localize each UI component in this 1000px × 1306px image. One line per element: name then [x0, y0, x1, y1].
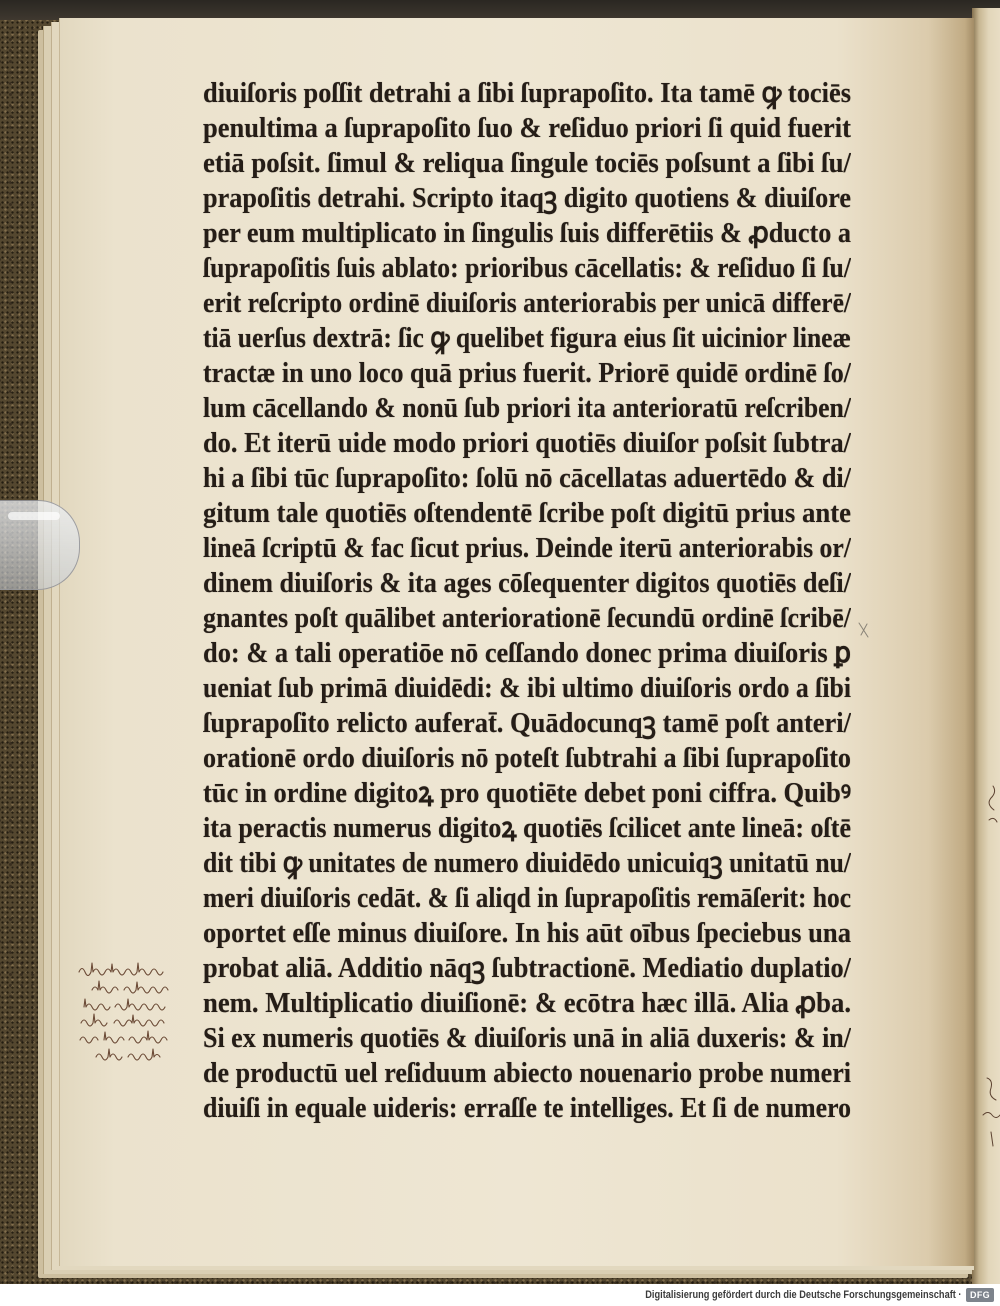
line-text: gitum tale quotiēs oſtendentē ſcribe poſt digitū prius ante — [203, 498, 851, 529]
text-line — [203, 846, 851, 881]
text-line — [203, 741, 851, 776]
line-text: lineā ſcriptū & fac ſicut prius. Deinde iterū anteriorabis or/ — [203, 533, 851, 564]
text-line — [203, 461, 851, 496]
line-text: oportet eſſe minus diuiſore. In his aūt oībus ſpeciebus una — [203, 918, 851, 949]
text-line — [203, 251, 851, 286]
text-line — [203, 356, 851, 391]
line-text: penultima a ſuprapoſito ſuo & reſiduo priori ſi quid fuerit — [203, 113, 851, 144]
text-line — [203, 111, 851, 146]
cover-board-top-edge — [0, 0, 1000, 20]
line-text: orationē ordo diuiſoris nō poteſt ſubtrahi a ſibi ſuprapoſito — [203, 743, 851, 774]
line-text: hi a ſibi tūc ſuprapoſito: ſolū nō cācellatas aduertēdo & di/ — [203, 463, 851, 494]
text-line — [203, 426, 851, 461]
facing-page-handwriting — [975, 780, 1000, 1160]
line-text: erit reſcripto ordinē diuiſoris anteriorabis per unicā differē/ — [203, 288, 851, 319]
text-line — [203, 286, 851, 321]
marginalia-handwriting — [76, 962, 196, 1066]
text-line — [203, 1021, 851, 1056]
line-text: tiā uerſus dextrā: ſic ꝙ quelibet figura eius ſit uicinior lineæ — [203, 323, 851, 354]
text-line — [203, 671, 851, 706]
line-text: nem. Multiplicatio diuiſionē: & ecōtra hæc illā. Alia ꝓba. — [203, 988, 851, 1019]
funding-credit: Digitalisierung gefördert durch die Deutsche Forschungsgemeinschaft · — [645, 1289, 962, 1301]
text-line — [203, 776, 851, 811]
text-line — [203, 531, 851, 566]
text-block — [203, 76, 851, 1126]
text-line — [203, 601, 851, 636]
pencil-mark — [856, 620, 872, 640]
text-line — [203, 321, 851, 356]
line-text: gnantes poſt quālibet anteriorationē ſecundū ordinē ſcribē/ — [203, 603, 851, 634]
text-line — [203, 216, 851, 251]
text-line — [203, 146, 851, 181]
text-line — [203, 881, 851, 916]
text-line — [203, 916, 851, 951]
line-text: do: & a tali operatiōe nō ceſſando donec prima diuiſoris ꝑ — [203, 638, 851, 669]
text-line — [203, 951, 851, 986]
line-text: per eum multiplicato in ſingulis ſuis differētiis & ꝓducto a — [203, 218, 851, 249]
line-text: ueniat ſub primā diuidēdi: & ibi ultimo diuiſoris ordo a ſibi — [203, 673, 851, 704]
dfg-logo: DFG — [966, 1288, 994, 1302]
line-text: ſuprapoſito relicto auferat̄. Quādocunqꝫ tamē poſt anteri/ — [203, 708, 851, 739]
line-text: meri diuiſoris cedāt. & ſi aliqd in ſuprapoſitis remāſerit: hoc — [203, 883, 851, 914]
clip-highlight — [8, 512, 60, 520]
text-line — [203, 181, 851, 216]
line-text: Si ex numeris quotiēs & diuiſoris unā in aliā duxeris: & in/ — [203, 1023, 851, 1054]
line-text: diuiſoris poſſit detrahi a ſibi ſuprapoſito. Ita tamē ꝙ tociēs — [203, 78, 851, 109]
line-text: do. Et iterū uide modo priori quotiēs diuiſor poſsit ſubtra/ — [203, 428, 851, 459]
text-line — [203, 636, 851, 671]
text-line — [203, 566, 851, 601]
line-text: tūc in ordine digitoꝝ pro quotiēte debet poni ciffra. Quibꝰ — [203, 778, 851, 809]
text-line — [203, 811, 851, 846]
text-line — [203, 391, 851, 426]
text-line — [203, 76, 851, 111]
line-text: diuiſi in equale uideris: erraſſe te intelliges. Et ſi de numero — [203, 1093, 851, 1124]
line-text: ſuprapoſitis ſuis ablato: prioribus cācellatis: & reſiduo ſi ſu/ — [203, 253, 851, 284]
text-line — [203, 1056, 851, 1091]
text-line — [203, 496, 851, 531]
line-text: probat aliā. Additio nāqꝫ ſubtractionē. Mediatio duplatio/ — [203, 953, 851, 984]
line-text: dinem diuiſoris & ita ages cōſequenter digitos quotiēs deſi/ — [203, 568, 851, 599]
line-text: de productū uel reſiduum abiecto nouenario probe numeri — [203, 1058, 851, 1089]
line-text: tractæ in uno loco quā prius fuerit. Priorē quidē ordinē ſo/ — [203, 358, 851, 389]
text-line — [203, 706, 851, 741]
line-text: dit tibi ꝙ unitates de numero diuidēdo unicuiqꝫ unitatū nu/ — [203, 848, 851, 879]
line-text: etiā poſsit. ſimul & reliqua ſingule tociēs poſsunt a ſibi ſu/ — [203, 148, 851, 179]
line-text: ita peractis numerus digitoꝝ quotiēs ſcilicet ante lineā: oſtē — [203, 813, 851, 844]
text-line — [203, 1091, 851, 1126]
line-text: prapoſitis detrahi. Scripto itaqꝫ digito quotiens & diuiſore — [203, 183, 851, 214]
line-text: lum cācellando & nonū ſub priori ita anterioratū reſcriben/ — [203, 393, 851, 424]
text-line — [203, 986, 851, 1021]
